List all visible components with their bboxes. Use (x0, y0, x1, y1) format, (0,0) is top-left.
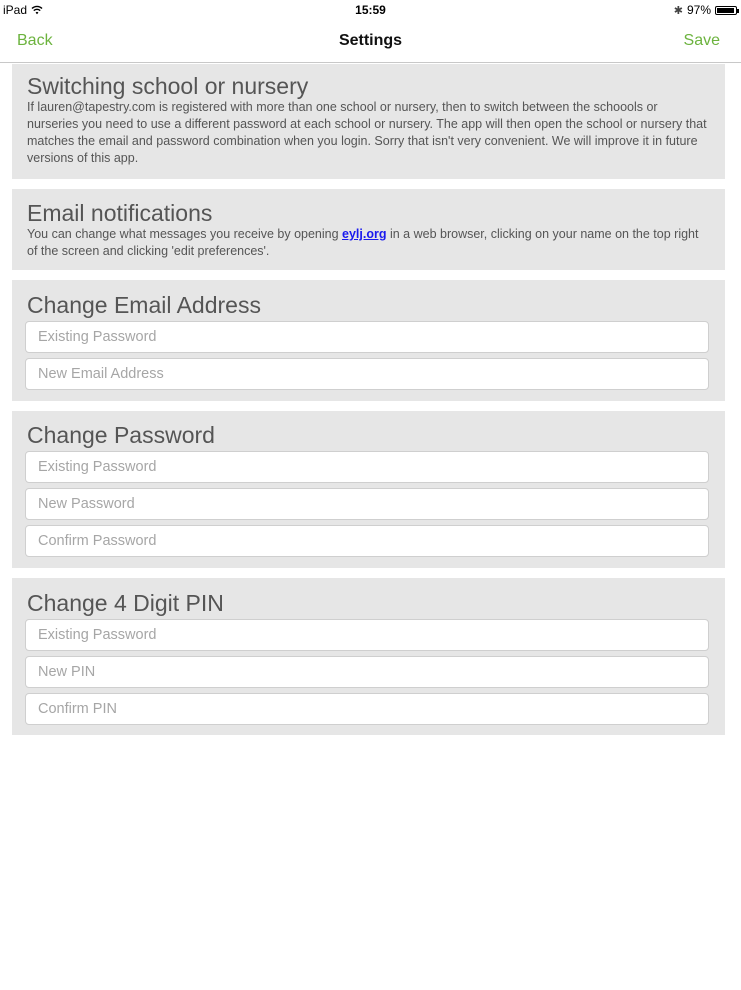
save-button[interactable]: Save (683, 32, 720, 49)
change-pin-panel (12, 578, 725, 735)
status-bar (0, 0, 741, 20)
change-password-title: Change Password (27, 422, 215, 448)
change-email-title: Change Email Address (27, 292, 261, 318)
back-button[interactable]: Back (17, 32, 53, 49)
new-pin-field[interactable] (25, 656, 709, 688)
change-email-panel (12, 280, 725, 401)
confirm-password-field[interactable] (25, 525, 709, 557)
email-notifications-text-before: You can change what messages you receive by opening (27, 227, 343, 241)
confirm-pin-field[interactable] (25, 693, 709, 725)
battery-percent: 97% (686, 3, 711, 17)
battery-fill (717, 8, 734, 13)
email-notifications-title: Email notifications (27, 200, 213, 226)
page-title: Settings (338, 32, 403, 49)
email-notifications-panel (12, 189, 725, 270)
change-password-panel (12, 411, 725, 568)
new-email-field[interactable] (25, 358, 709, 390)
status-time: 15:59 (355, 3, 386, 17)
eylj-link[interactable]: eylj.org (342, 227, 387, 241)
new-password-field[interactable] (25, 488, 709, 520)
change-pin-title: Change 4 Digit PIN (27, 590, 224, 616)
battery-icon (715, 6, 737, 15)
status-right (674, 3, 737, 17)
existing-password-field[interactable] (25, 321, 709, 353)
existing-password-field[interactable] (25, 451, 709, 483)
switching-school-text: If lauren@tapestry.com is registered with more than one school or nursery, then to switch between the schoools or nurseries you need to use a different password at each school or nursery. The app will then open the school or nursery that matches the email and password combination when you login. Sorry that isn't very convenient. We will improve it in future versions of this app. (27, 100, 707, 165)
switching-school-panel (12, 64, 725, 179)
email-notifications-text-after: in a web browser, clicking on your name on the top right of the screen and clicking 'edit preferences'. (27, 227, 699, 258)
bluetooth-icon: ✱ (673, 4, 683, 17)
nav-bar (0, 20, 741, 63)
device-label: iPad (3, 3, 28, 17)
existing-password-field[interactable] (25, 619, 709, 651)
email-notifications-text (27, 226, 710, 260)
switching-school-title: Switching school or nursery (27, 73, 309, 99)
